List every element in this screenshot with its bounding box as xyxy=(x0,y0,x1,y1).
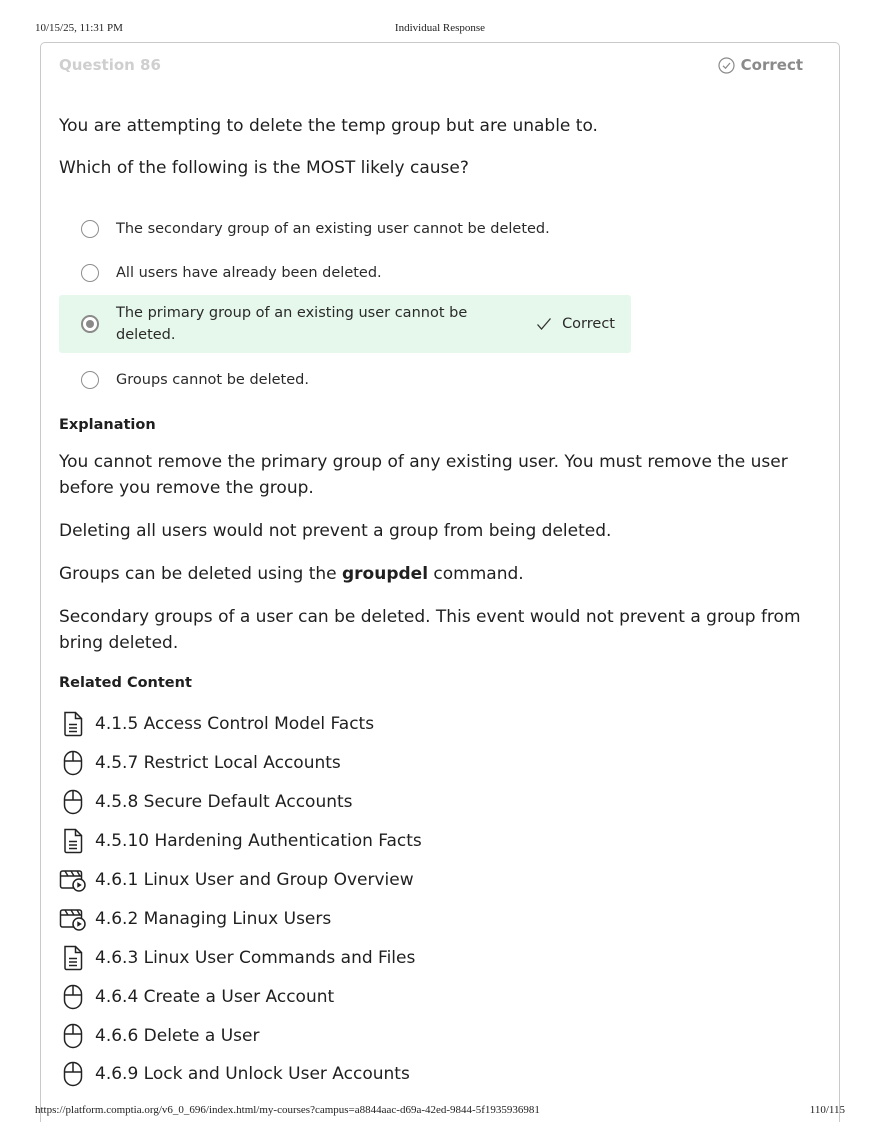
related-item-label[interactable]: 4.6.4 Create a User Account xyxy=(95,986,335,1007)
question-instruction: Which of the following is the MOST likely cause? xyxy=(59,158,469,178)
print-title: Individual Response xyxy=(394,22,486,34)
explanation-paragraph: You cannot remove the primary group of any existing user. You must remove the user before you remove the group. xyxy=(59,452,788,498)
related-item[interactable] xyxy=(59,822,619,861)
explanation-text: Groups can be deleted using the xyxy=(59,564,342,584)
mouse-icon xyxy=(59,749,87,777)
related-item-label[interactable]: 4.6.2 Managing Linux Users xyxy=(95,908,332,929)
explanation-text: command. xyxy=(428,564,524,584)
explanation-paragraph: Deleting all users would not prevent a group from being deleted. xyxy=(59,521,612,541)
related-item[interactable] xyxy=(59,977,619,1016)
question-number: Question 86 xyxy=(59,56,161,74)
status-label: Correct xyxy=(740,56,803,74)
answer-text: Groups cannot be deleted. xyxy=(116,371,309,388)
radio-button[interactable] xyxy=(81,264,99,282)
mouse-icon xyxy=(59,788,87,816)
question-header xyxy=(59,56,803,76)
explanation-heading: Explanation xyxy=(59,417,156,433)
command-name: groupdel xyxy=(342,564,429,584)
related-item-label[interactable]: 4.1.5 Access Control Model Facts xyxy=(95,714,375,735)
answer-text: The secondary group of an existing user cannot be deleted. xyxy=(116,221,550,237)
print-footer xyxy=(0,1104,880,1118)
print-url: https://platform.comptia.org/v6_0_696/index.html/my-courses?campus=a8844aac-d69a-42ed-9844-5f1935936981 xyxy=(35,1104,540,1116)
answer-text: The primary group of an existing user cannot be deleted. xyxy=(116,305,468,343)
related-content-heading: Related Content xyxy=(59,675,192,691)
document-icon xyxy=(59,827,87,855)
document-icon xyxy=(59,710,87,738)
print-page-number: 110/115 xyxy=(809,1104,845,1116)
mouse-icon xyxy=(59,1060,87,1088)
related-item[interactable] xyxy=(59,705,619,744)
related-item[interactable] xyxy=(59,861,619,900)
print-datetime: 10/15/25, 11:31 PM xyxy=(35,22,123,34)
related-item[interactable] xyxy=(59,938,619,977)
related-item-label[interactable]: 4.6.3 Linux User Commands and Files xyxy=(95,947,416,968)
answer-list xyxy=(59,207,631,406)
answer-text: All users have already been deleted. xyxy=(116,265,382,281)
video-icon xyxy=(59,905,87,933)
video-icon xyxy=(59,866,87,894)
related-item-label[interactable]: 4.5.7 Restrict Local Accounts xyxy=(95,753,341,774)
related-item-label[interactable]: 4.5.10 Hardening Authentication Facts xyxy=(95,831,422,852)
related-item[interactable] xyxy=(59,783,619,822)
correct-indicator xyxy=(536,313,615,335)
question-prompt: You are attempting to delete the temp group but are unable to. xyxy=(59,116,598,136)
mouse-icon xyxy=(59,1022,87,1050)
related-item[interactable] xyxy=(59,744,619,783)
related-item-label[interactable]: 4.5.8 Secure Default Accounts xyxy=(95,792,353,813)
answer-option[interactable] xyxy=(59,353,631,406)
document-icon xyxy=(59,944,87,972)
answer-option[interactable] xyxy=(59,207,631,251)
radio-button[interactable] xyxy=(81,220,99,238)
related-content-list xyxy=(59,705,619,1094)
related-item-label[interactable]: 4.6.1 Linux User and Group Overview xyxy=(95,870,414,890)
explanation-paragraph xyxy=(59,561,811,587)
explanation-paragraph: Secondary groups of a user can be deleted. This event would not prevent a group from bring deleted. xyxy=(59,607,801,653)
status-badge xyxy=(718,56,803,74)
answer-option[interactable] xyxy=(59,251,631,295)
checkmark-icon xyxy=(536,317,552,331)
related-item[interactable] xyxy=(59,1016,619,1055)
mouse-icon xyxy=(59,983,87,1011)
radio-button-selected[interactable] xyxy=(81,315,99,333)
related-item-label[interactable]: 4.6.9 Lock and Unlock User Accounts xyxy=(95,1064,410,1085)
question-card xyxy=(40,42,840,1122)
print-header xyxy=(0,22,880,36)
related-item[interactable] xyxy=(59,1055,619,1094)
related-item[interactable] xyxy=(59,899,619,938)
related-item-label[interactable]: 4.6.6 Delete a User xyxy=(95,1025,260,1046)
answer-option-correct[interactable] xyxy=(59,295,631,353)
check-circle-icon xyxy=(718,57,735,74)
correct-label: Correct xyxy=(562,316,615,332)
radio-button[interactable] xyxy=(81,371,99,389)
